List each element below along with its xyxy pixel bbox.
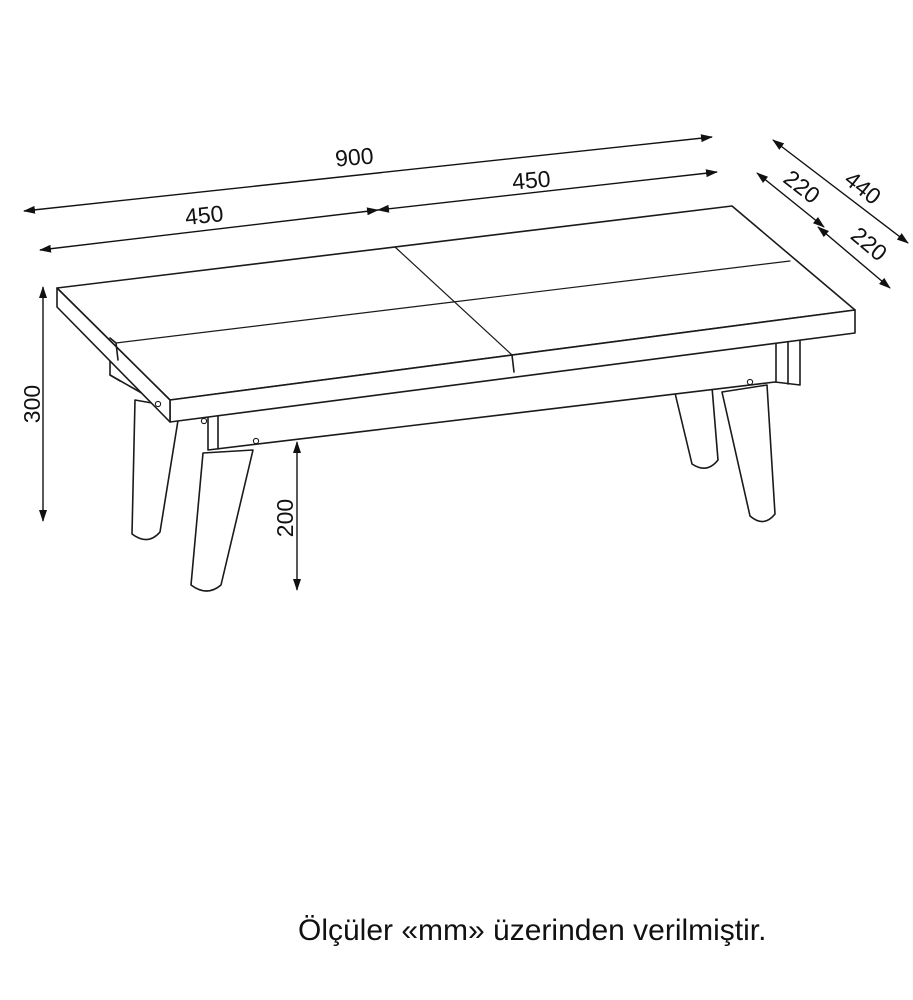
label-half-length-right: 450 (511, 165, 552, 195)
label-half-depth-front: 220 (846, 221, 893, 267)
screw-hole (253, 438, 258, 443)
front-right-leg (722, 385, 775, 522)
label-half-depth-back: 220 (778, 164, 826, 209)
screw-hole (155, 401, 160, 406)
screw-hole (747, 379, 752, 384)
screw-hole (201, 418, 206, 423)
label-leg-clearance: 200 (272, 498, 298, 538)
front-left-leg (191, 450, 253, 591)
units-footnote: Ölçüler «mm» üzerinden verilmiştir. (298, 914, 767, 947)
label-total-depth: 440 (839, 165, 887, 210)
label-half-length-left: 450 (183, 200, 225, 230)
back-right-leg (675, 387, 718, 468)
label-total-length: 900 (334, 142, 375, 172)
label-total-height: 300 (19, 384, 45, 424)
coffee-table-drawing (57, 206, 855, 591)
